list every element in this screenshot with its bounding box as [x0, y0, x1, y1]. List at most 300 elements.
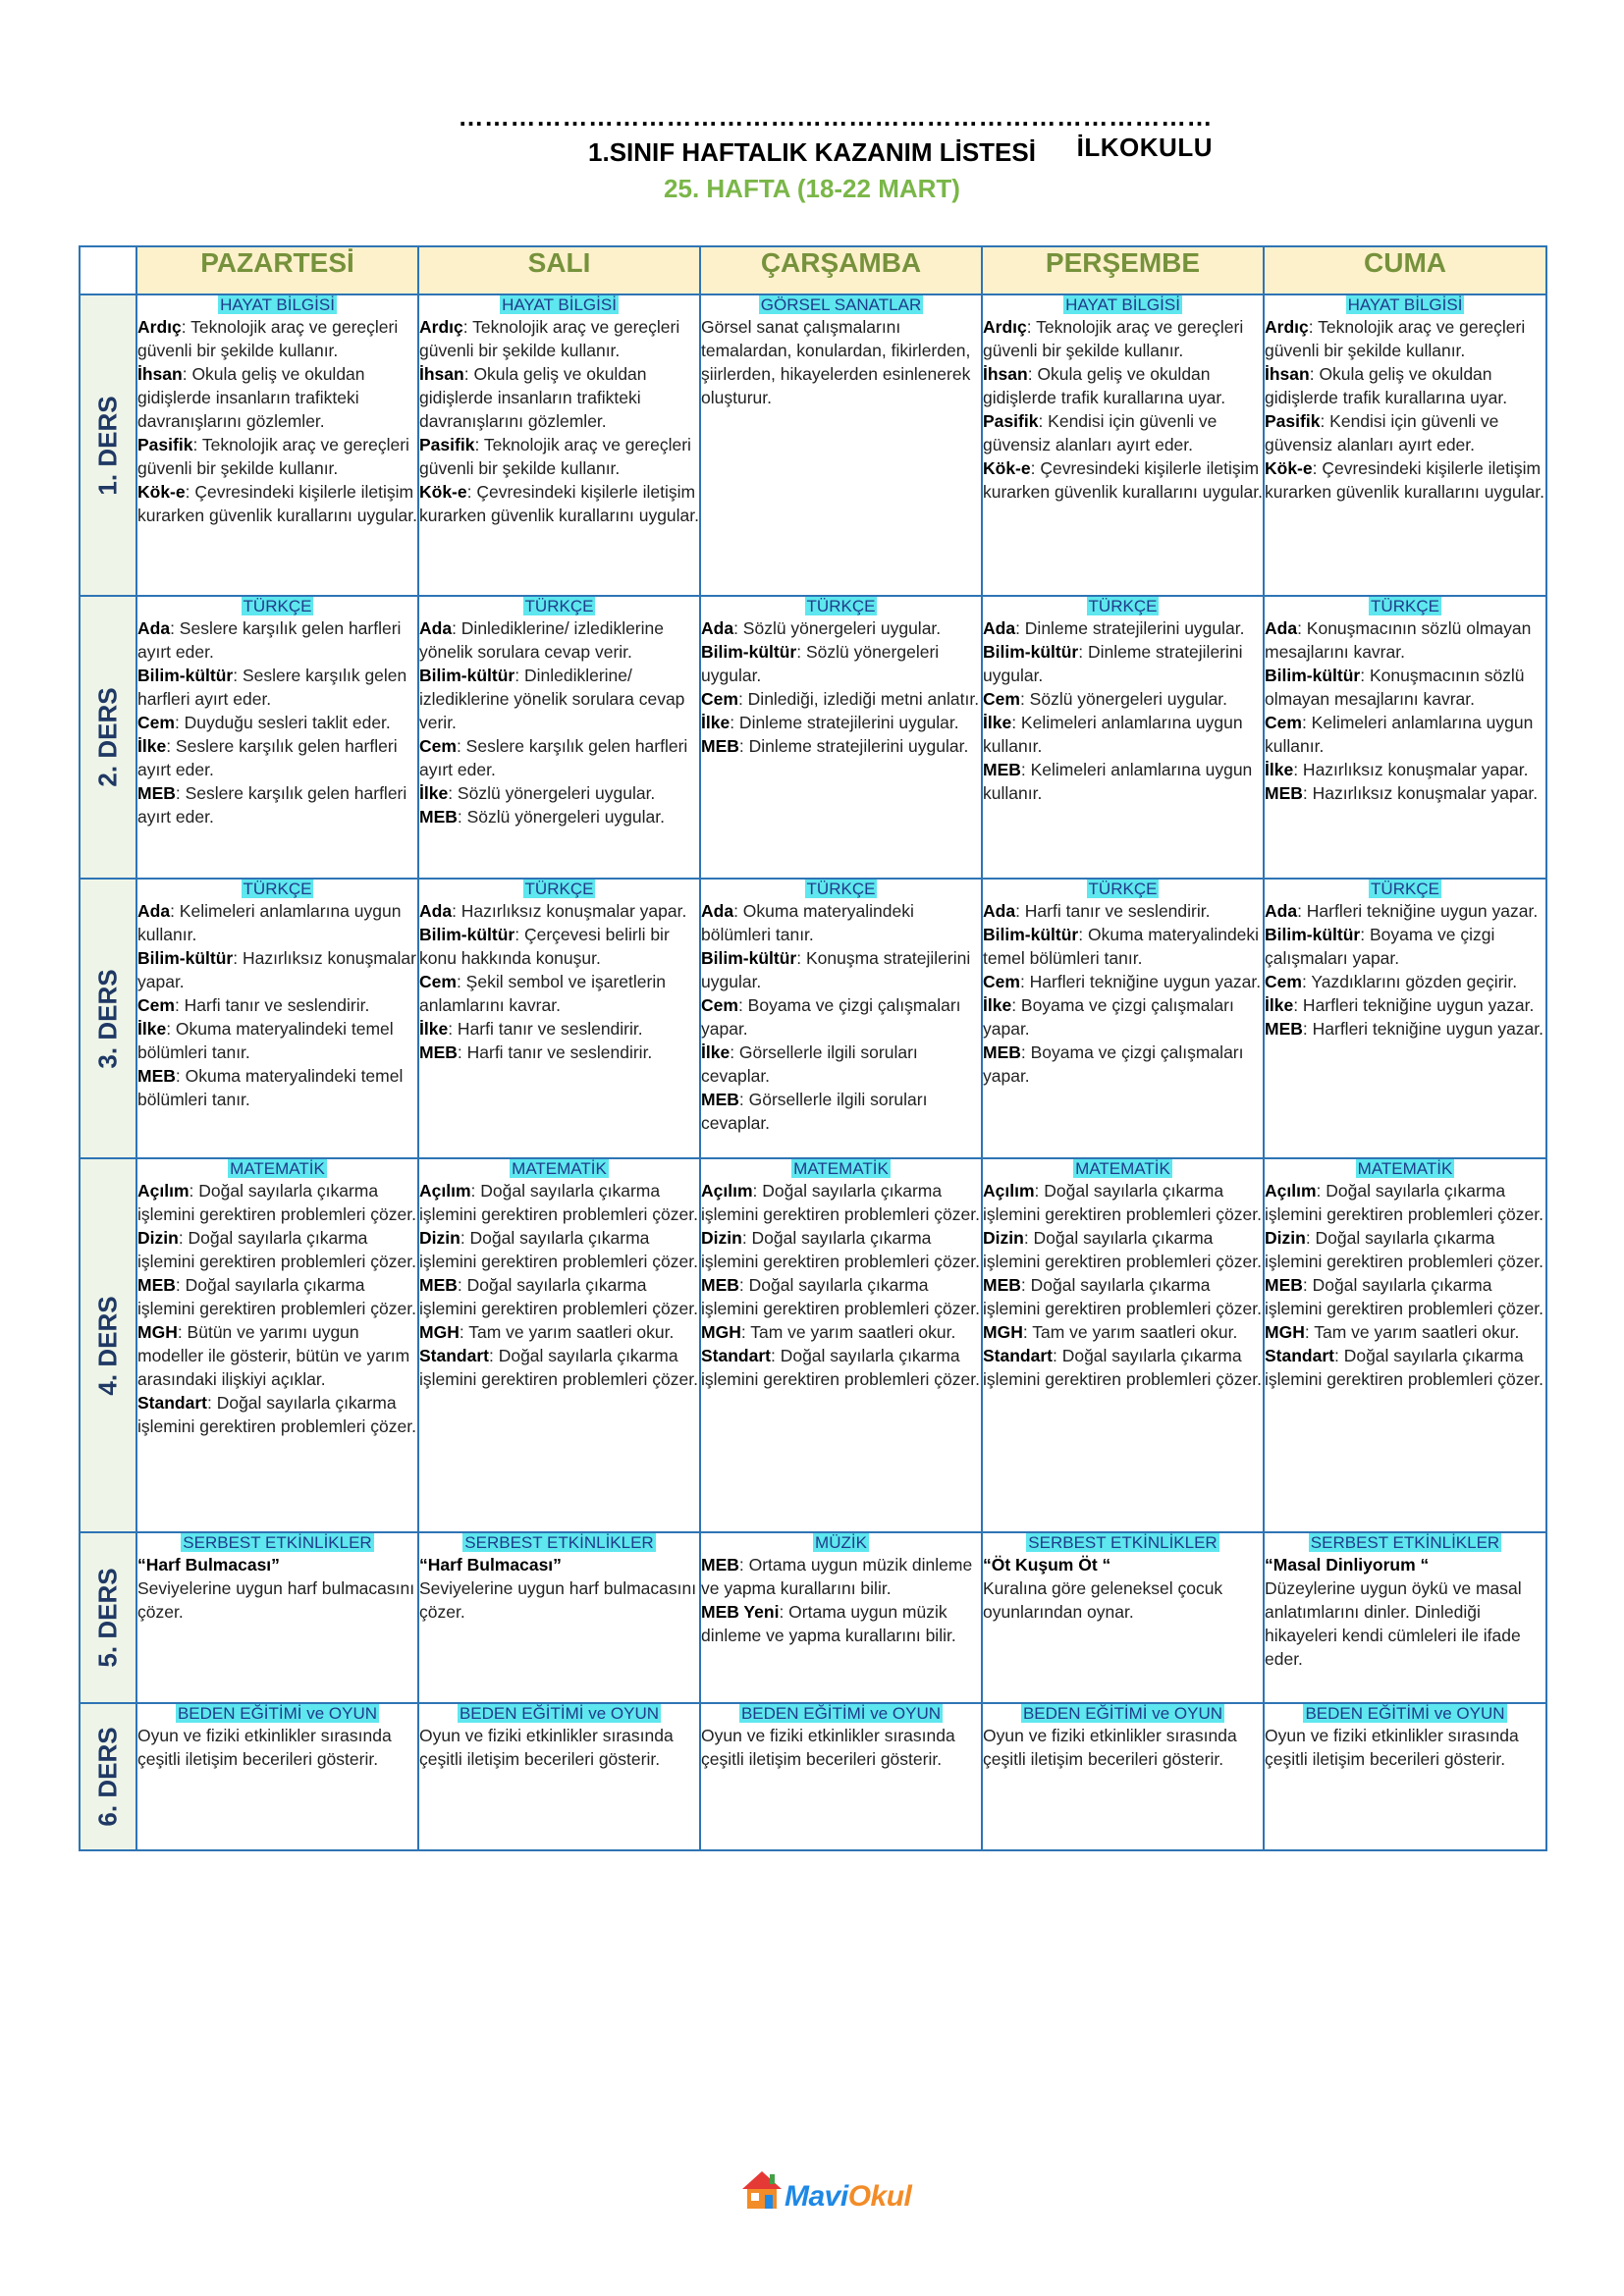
lesson-cell — [136, 596, 418, 879]
publisher-name: Kök-e — [137, 482, 186, 502]
outcome-entry — [137, 1391, 417, 1438]
publisher-name: Açılım — [1265, 1181, 1317, 1201]
outcome-text: Oyun ve fiziki etkinlikler sırasında çeşitli iletişim becerileri gösterir. — [701, 1726, 955, 1769]
publisher-name: Standart — [983, 1346, 1053, 1365]
lesson-cell — [136, 294, 418, 596]
lesson-label: 5. DERS — [92, 1568, 123, 1668]
outcome-entry — [983, 923, 1263, 970]
outcome-text: : Kelimeleri anlamlarına uygun kullanır. — [983, 760, 1253, 803]
publisher-name: MEB — [137, 1066, 176, 1086]
lesson-cell — [418, 1703, 700, 1850]
outcome-text: : Dinlediklerine/ izlediklerine yönelik sorulara cevap verir. — [419, 666, 685, 732]
outcome-entry — [701, 687, 981, 711]
outcome-entry — [983, 1344, 1263, 1391]
publisher-name: Ada — [1265, 618, 1298, 638]
publisher-name: “Masal Dinliyorum “ — [1265, 1555, 1430, 1575]
outcome-text: : Bütün ve yarımı uygun modeller ile gösterir, bütün ve yarım arasındaki ilişkiyi açıklar. — [137, 1322, 410, 1389]
subject-tag: TÜRKÇE — [1088, 597, 1158, 615]
outcome-text: : Doğal sayılarla çıkarma işlemini gerektiren problemleri çözer. — [701, 1346, 980, 1389]
lesson-cell — [136, 879, 418, 1158]
outcome-text: : Ortama uygun müzik dinleme ve yapma kurallarını bilir. — [701, 1555, 973, 1598]
publisher-name: Ada — [137, 618, 171, 638]
outcome-text: : Harfi tanır ve seslendirir. — [174, 995, 370, 1015]
outcome-text: : Tam ve yarım saatleri okur. — [459, 1322, 675, 1342]
publisher-name: Cem — [701, 995, 738, 1015]
publisher-name: Standart — [419, 1346, 489, 1365]
outcome-entry — [983, 1226, 1263, 1273]
outcome-text: Seviyelerine uygun harf bulmacasını çözer. — [137, 1578, 415, 1622]
outcome-text: : Ortama uygun müzik dinleme ve yapma kurallarını bilir. — [701, 1602, 956, 1645]
outcome-entry — [701, 899, 981, 946]
mavi-okul-logo — [739, 2168, 912, 2223]
outcome-text: : Doğal sayılarla çıkarma işlemini gerektiren problemleri çözer. — [983, 1181, 1262, 1224]
outcome-text: : Doğal sayılarla çıkarma işlemini gerektiren problemleri çözer. — [701, 1275, 980, 1318]
subject-tag: TÜRKÇE — [243, 880, 312, 898]
subject-tag: SERBEST ETKİNLİKLER — [183, 1533, 372, 1552]
publisher-name: İlke — [983, 995, 1012, 1015]
outcome-entry — [137, 711, 417, 734]
outcome-entry — [137, 1273, 417, 1320]
subject-tag: MÜZİK — [815, 1533, 867, 1552]
publisher-name: MEB — [701, 1090, 739, 1109]
publisher-name: MEB — [1265, 1019, 1303, 1039]
lesson-cell — [1264, 1703, 1546, 1850]
subject-tag: TÜRKÇE — [524, 597, 594, 615]
publisher-name: Cem — [1265, 713, 1302, 732]
publisher-name: Bilim-kültür — [983, 925, 1079, 944]
outcome-entry — [1265, 993, 1545, 1017]
lesson-cell — [700, 1532, 982, 1703]
outcome-entry — [701, 1724, 981, 1771]
publisher-name: MGH — [419, 1322, 460, 1342]
logo-text — [785, 2180, 911, 2214]
outcome-text: : Teknolojik araç ve gereçleri güvenli bir şekilde kullanır. — [419, 435, 691, 478]
outcome-entry — [701, 711, 981, 734]
subject-tag: BEDEN EĞİTİMİ ve OYUN — [1022, 1704, 1223, 1723]
day-header: SALI — [418, 246, 700, 294]
outcome-text: : Doğal sayılarla çıkarma işlemini gerektiren problemleri çözer. — [419, 1181, 698, 1224]
outcome-entry — [1265, 456, 1545, 504]
publisher-name: Pasifik — [137, 435, 193, 454]
outcome-text: : Boyama ve çizgi çalışmaları yapar. — [1265, 925, 1495, 968]
publisher-name: Ardıç — [1265, 317, 1309, 337]
publisher-name: Ada — [983, 901, 1016, 921]
publisher-name: Açılım — [701, 1181, 753, 1201]
publisher-name: MEB — [983, 1042, 1021, 1062]
publisher-name: Cem — [983, 972, 1020, 991]
publisher-name: Cem — [419, 736, 457, 756]
publisher-name: Pasifik — [983, 411, 1039, 431]
outcome-entry — [419, 1553, 699, 1576]
publisher-name: İlke — [137, 1019, 167, 1039]
outcome-text: : Konuşmacının sözlü olmayan mesajlarını kavrar. — [1265, 618, 1532, 662]
subject-tag: BEDEN EĞİTİMİ ve OYUN — [740, 1704, 942, 1723]
lesson-cell — [1264, 596, 1546, 879]
outcome-text: : Harfleri tekniğine uygun yazar. — [1019, 972, 1262, 991]
outcome-text: : Çevresindeki kişilerle iletişim kurarken güvenlik kurallarını uygular. — [1265, 458, 1545, 502]
publisher-name: Bilim-kültür — [137, 948, 234, 968]
outcome-entry — [983, 899, 1263, 923]
subject-tag: TÜRKÇE — [524, 880, 594, 898]
publisher-name: Standart — [701, 1346, 771, 1365]
outcome-text: : Okula geliş ve okuldan gidişlerde insanların trafikteki davranışlarını gözlemler. — [137, 364, 365, 431]
day-header: ÇARŞAMBA — [700, 246, 982, 294]
publisher-name: Ada — [701, 901, 734, 921]
publisher-name: Bilim-kültür — [1265, 666, 1361, 685]
lesson-cell — [1264, 879, 1546, 1158]
outcome-entry — [701, 616, 981, 640]
subject-tag: SERBEST ETKİNLİKLER — [1310, 1533, 1500, 1552]
outcome-entry — [983, 993, 1263, 1041]
publisher-name: MEB — [419, 1275, 458, 1295]
outcome-entry — [701, 946, 981, 993]
outcome-entry — [701, 1600, 981, 1647]
publisher-name: İhsan — [419, 364, 464, 384]
outcome-entry — [419, 734, 699, 781]
outcome-text: : Okuma materyalindeki temel bölümleri tanır. — [137, 1066, 404, 1109]
outcome-entry — [983, 1179, 1263, 1226]
outcome-entry — [1265, 711, 1545, 758]
outcome-entry — [419, 433, 699, 480]
outcome-text: : Duyduğu sesleri taklit eder. — [174, 713, 391, 732]
outcome-text: : Kendisi için güvenli ve güvensiz alanları ayırt eder. — [983, 411, 1218, 454]
lesson-cell — [418, 596, 700, 879]
outcome-text: Seviyelerine uygun harf bulmacasını çözer. — [419, 1578, 697, 1622]
house-icon — [739, 2168, 785, 2214]
outcome-text: : Dinleme stratejilerini uygular. — [1015, 618, 1245, 638]
outcome-text: : Yazdıklarını gözden geçirir. — [1301, 972, 1518, 991]
publisher-name: Standart — [1265, 1346, 1334, 1365]
outcome-entry — [701, 1273, 981, 1320]
publisher-name: Ada — [1265, 901, 1298, 921]
lesson-cell — [136, 1703, 418, 1850]
outcome-text: : Doğal sayılarla çıkarma işlemini gerektiren problemleri çözer. — [419, 1275, 698, 1318]
publisher-name: Cem — [983, 689, 1020, 709]
outcome-text: : Kelimeleri anlamlarına uygun kullanır. — [137, 901, 402, 944]
lesson-row — [80, 596, 1546, 879]
publisher-name: Bilim-kültür — [701, 948, 797, 968]
publisher-name: İhsan — [1265, 364, 1310, 384]
outcome-text: : Doğal sayılarla çıkarma işlemini gerektiren problemleri çözer. — [137, 1393, 416, 1436]
outcome-entry — [983, 640, 1263, 687]
subject-tag: HAYAT BİLGİSİ — [1347, 295, 1463, 314]
outcome-text: : Tam ve yarım saatleri okur. — [1304, 1322, 1520, 1342]
subject-tag: TÜRKÇE — [1371, 880, 1439, 898]
outcome-entry — [983, 1724, 1263, 1771]
lesson-row — [80, 1158, 1546, 1532]
outcome-entry — [137, 1064, 417, 1111]
outcome-entry — [419, 970, 699, 1017]
publisher-name: Ada — [419, 618, 453, 638]
outcome-entry — [419, 781, 699, 805]
school-name: …………………………………………………………………………… İLKOKULU — [458, 102, 1213, 162]
publisher-name: İlke — [1265, 760, 1294, 779]
outcome-entry — [701, 640, 981, 687]
outcome-text: : Dinleme stratejilerini uygular. — [983, 642, 1243, 685]
subject-tag: TÜRKÇE — [806, 597, 876, 615]
lesson-label: 1. DERS — [92, 395, 123, 496]
outcome-text: : Doğal sayılarla çıkarma işlemini gerektiren problemleri çözer. — [1265, 1275, 1543, 1318]
outcome-text: : Okuma materyalindeki temel bölümleri tanır. — [137, 1019, 394, 1062]
outcome-entry — [701, 1088, 981, 1135]
outcome-text: Kuralına göre geleneksel çocuk oyunlarından oynar. — [983, 1578, 1223, 1622]
outcome-entry — [1265, 315, 1545, 362]
outcome-entry — [137, 781, 417, 828]
outcome-entry — [1265, 1553, 1545, 1576]
outcome-entry — [419, 899, 699, 923]
outcome-entry — [1265, 781, 1545, 805]
publisher-name: Kök-e — [983, 458, 1031, 478]
outcome-text: : Seslere karşılık gelen harfleri ayırt eder. — [137, 736, 398, 779]
lesson-cell — [418, 1532, 700, 1703]
outcome-entry — [983, 315, 1263, 362]
outcome-text: : Çevresindeki kişilerle iletişim kurarken güvenlik kurallarını uygular. — [983, 458, 1264, 502]
outcome-text: : Harfleri tekniğine uygun yazar. — [1302, 1019, 1544, 1039]
outcome-text: : Tam ve yarım saatleri okur. — [1022, 1322, 1238, 1342]
outcome-text: : Doğal sayılarla çıkarma işlemini gerektiren problemleri çözer. — [137, 1181, 416, 1224]
outcome-entry — [983, 758, 1263, 805]
publisher-name: Ardıç — [419, 317, 463, 337]
outcome-entry — [1265, 1344, 1545, 1391]
outcome-entry — [137, 362, 417, 433]
outcome-entry — [701, 315, 981, 409]
publisher-name: Dizin — [983, 1228, 1024, 1248]
subject-tag: MATEMATİK — [1357, 1159, 1453, 1178]
lesson-cell — [1264, 1532, 1546, 1703]
publisher-name: İlke — [1265, 995, 1294, 1015]
logo-text-okul: Okul — [847, 2180, 912, 2213]
outcome-text: : Görsellerle ilgili soruları cevaplar. — [701, 1042, 918, 1086]
publisher-name: MEB — [419, 1042, 458, 1062]
publisher-name: Bilim-kültür — [1265, 925, 1361, 944]
outcome-text: : Seslere karşılık gelen harfleri ayırt eder. — [419, 736, 688, 779]
lesson-cell — [982, 596, 1264, 879]
outcome-entry — [983, 711, 1263, 758]
page-title: 1.SINIF HAFTALIK KAZANIM LİSTESİ — [588, 137, 1036, 167]
lesson-cell — [1264, 294, 1546, 596]
publisher-name: Açılım — [983, 1181, 1035, 1201]
outcome-entry — [419, 1344, 699, 1391]
outcome-entry — [983, 970, 1263, 993]
outcome-text: : Tam ve yarım saatleri okur. — [740, 1322, 956, 1342]
publisher-name: MEB — [137, 783, 176, 803]
outcome-text: : Sözlü yönergeleri uygular. — [733, 618, 942, 638]
outcome-text: Görsel sanat çalışmalarını temalardan, konulardan, fikirlerden, şiirlerden, hikayelerden esinlenerek oluşturur. — [701, 317, 971, 407]
outcome-text: : Seslere karşılık gelen harfleri ayırt eder. — [137, 618, 402, 662]
subject-tag: BEDEN EĞİTİMİ ve OYUN — [177, 1704, 378, 1723]
publisher-name: MEB Yeni — [701, 1602, 780, 1622]
outcome-text: : Teknolojik araç ve gereçleri güvenli bir şekilde kullanır. — [1265, 317, 1526, 360]
publisher-name: İhsan — [137, 364, 183, 384]
subject-tag: GÖRSEL SANATLAR — [760, 295, 922, 314]
outcome-entry — [1265, 1179, 1545, 1226]
outcome-text: : Doğal sayılarla çıkarma işlemini gerektiren problemleri çözer. — [1265, 1181, 1543, 1224]
publisher-name: Ada — [701, 618, 734, 638]
publisher-name: Kök-e — [419, 482, 467, 502]
outcome-entry — [983, 1576, 1263, 1624]
lesson-label: 2. DERS — [92, 687, 123, 787]
outcome-entry — [1265, 362, 1545, 409]
lesson-row — [80, 1703, 1546, 1850]
outcome-text: : Harfi tanır ve seslendirir. — [1015, 901, 1211, 921]
lesson-label: 4. DERS — [92, 1295, 123, 1396]
publisher-name: İlke — [419, 1019, 449, 1039]
publisher-name: Dizin — [701, 1228, 742, 1248]
lesson-cell — [136, 1532, 418, 1703]
outcome-text: : Okula geliş ve okuldan gidişlerde insanların trafikteki davranışlarını gözlemler. — [419, 364, 647, 431]
publisher-name: Bilim-kültür — [419, 925, 515, 944]
outcome-entry — [137, 1226, 417, 1273]
publisher-name: MGH — [701, 1322, 741, 1342]
subject-tag: HAYAT BİLGİSİ — [502, 295, 617, 314]
outcome-text: : Çevresindeki kişilerle iletişim kurarken güvenlik kurallarını uygular. — [137, 482, 418, 525]
outcome-text: : Doğal sayılarla çıkarma işlemini gerektiren problemleri çözer. — [983, 1275, 1262, 1318]
outcome-text: : Boyama ve çizgi çalışmaları yapar. — [701, 995, 961, 1039]
publisher-name: Ardıç — [983, 317, 1027, 337]
outcome-text: Oyun ve fiziki etkinlikler sırasında çeşitli iletişim becerileri gösterir. — [983, 1726, 1237, 1769]
subject-tag: TÜRKÇE — [806, 880, 876, 898]
outcome-entry — [701, 734, 981, 758]
publisher-name: MGH — [983, 1322, 1023, 1342]
outcome-entry — [983, 616, 1263, 640]
outcome-entry — [1265, 1576, 1545, 1671]
publisher-name: “Harf Bulmacası” — [419, 1555, 562, 1575]
outcome-entry — [419, 1724, 699, 1771]
publisher-name: İlke — [983, 713, 1012, 732]
publisher-name: “Harf Bulmacası” — [137, 1555, 280, 1575]
publisher-name: MEB — [1265, 783, 1303, 803]
outcome-entry — [137, 899, 417, 946]
outcome-entry — [137, 616, 417, 664]
outcome-text: : Çevresindeki kişilerle iletişim kurarken güvenlik kurallarını uygular. — [419, 482, 700, 525]
lesson-cell — [418, 1158, 700, 1532]
publisher-name: Bilim-kültür — [137, 666, 234, 685]
outcome-text: Oyun ve fiziki etkinlikler sırasında çeşitli iletişim becerileri gösterir. — [1265, 1726, 1519, 1769]
outcome-entry — [137, 946, 417, 993]
outcome-text: : Dinleme stratejilerini uygular. — [730, 713, 959, 732]
outcome-entry — [419, 616, 699, 664]
outcome-text: : Okuma materyalindeki bölümleri tanır. — [701, 901, 914, 944]
outcome-entry — [419, 1017, 699, 1041]
day-header: PERŞEMBE — [982, 246, 1264, 294]
publisher-name: Pasifik — [1265, 411, 1321, 431]
outcome-entry — [419, 362, 699, 433]
outcome-entry — [1265, 1273, 1545, 1320]
outcome-entry — [419, 315, 699, 362]
outcome-text: : Teknolojik araç ve gereçleri güvenli bir şekilde kullanır. — [137, 317, 399, 360]
outcome-text: : Konuşma stratejilerini uygular. — [701, 948, 971, 991]
outcome-text: : Hazırlıksız konuşmalar yapar. — [452, 901, 687, 921]
outcome-entry — [419, 1273, 699, 1320]
outcome-entry — [137, 433, 417, 480]
outcome-text: : Doğal sayılarla çıkarma işlemini gerektiren problemleri çözer. — [983, 1346, 1262, 1389]
outcome-text: : Doğal sayılarla çıkarma işlemini gerektiren problemleri çözer. — [701, 1181, 980, 1224]
publisher-name: MEB — [419, 807, 458, 827]
publisher-name: Bilim-kültür — [983, 642, 1079, 662]
subject-tag: MATEMATİK — [1075, 1159, 1170, 1178]
outcome-entry — [1265, 899, 1545, 923]
outcome-entry — [419, 1576, 699, 1624]
subject-tag: TÜRKÇE — [1088, 880, 1158, 898]
outcome-text: : Kendisi için güvenli ve güvensiz alanları ayırt eder. — [1265, 411, 1499, 454]
outcome-entry — [983, 687, 1263, 711]
outcome-entry — [137, 1179, 417, 1226]
lesson-label-cell — [80, 879, 136, 1158]
outcome-entry — [983, 1273, 1263, 1320]
publisher-name: MEB — [1265, 1275, 1303, 1295]
outcome-entry — [137, 1553, 417, 1576]
outcome-entry — [1265, 970, 1545, 993]
outcome-entry — [137, 1320, 417, 1391]
lesson-label-cell — [80, 596, 136, 879]
subject-tag: MATEMATİK — [512, 1159, 607, 1178]
lesson-cell — [982, 879, 1264, 1158]
subject-tag: MATEMATİK — [230, 1159, 325, 1178]
publisher-name: İlke — [701, 713, 731, 732]
outcome-entry — [1265, 1724, 1545, 1771]
lesson-label-cell — [80, 1158, 136, 1532]
outcome-entry — [701, 1320, 981, 1344]
outcome-entry — [419, 1226, 699, 1273]
publisher-name: Cem — [701, 689, 738, 709]
publisher-name: Cem — [419, 972, 457, 991]
subject-tag: MATEMATİK — [793, 1159, 889, 1178]
outcome-entry — [983, 1553, 1263, 1576]
outcome-entry — [701, 1041, 981, 1088]
publisher-name: Bilim-kültür — [419, 666, 515, 685]
lesson-label-cell — [80, 1532, 136, 1703]
outcome-text: : Sözlü yönergeleri uygular. — [1019, 689, 1228, 709]
publisher-name: İlke — [701, 1042, 731, 1062]
subject-tag: SERBEST ETKİNLİKLER — [1028, 1533, 1218, 1552]
lesson-cell — [700, 1158, 982, 1532]
outcome-entry — [983, 1041, 1263, 1088]
outcome-entry — [1265, 1226, 1545, 1273]
lesson-label: 6. DERS — [92, 1727, 123, 1827]
publisher-name: İhsan — [983, 364, 1028, 384]
outcome-text: : Harfi tanır ve seslendirir. — [457, 1042, 653, 1062]
publisher-name: Standart — [137, 1393, 207, 1413]
outcome-text: : Harfleri tekniğine uygun yazar. — [1297, 901, 1539, 921]
outcome-text: : Hazırlıksız konuşmalar yapar. — [137, 948, 416, 991]
publisher-name: Dizin — [419, 1228, 460, 1248]
day-header: CUMA — [1264, 246, 1546, 294]
outcome-text: : Doğal sayılarla çıkarma işlemini gerektiren problemleri çözer. — [983, 1228, 1262, 1271]
outcome-text: : Dinlediklerine/ izlediklerine yönelik sorulara cevap verir. — [419, 618, 664, 662]
outcome-text: : Doğal sayılarla çıkarma işlemini gerektiren problemleri çözer. — [137, 1228, 416, 1271]
outcome-entry — [137, 734, 417, 781]
outcome-text: : Kelimeleri anlamlarına uygun kullanır. — [1265, 713, 1534, 756]
outcome-entry — [983, 456, 1263, 504]
publisher-name: MEB — [701, 736, 739, 756]
lesson-cell — [700, 879, 982, 1158]
publisher-name: Dizin — [137, 1228, 179, 1248]
outcome-entry — [419, 480, 699, 527]
outcome-text: : Harfi tanır ve seslendirir. — [448, 1019, 643, 1039]
outcome-entry — [419, 1179, 699, 1226]
lesson-cell — [136, 1158, 418, 1532]
outcome-text: : Harfleri tekniğine uygun yazar. — [1293, 995, 1535, 1015]
outcome-entry — [701, 1179, 981, 1226]
publisher-name: Ada — [983, 618, 1016, 638]
outcome-entry — [701, 1226, 981, 1273]
outcome-entry — [137, 1724, 417, 1771]
publisher-name: Açılım — [419, 1181, 471, 1201]
outcome-entry — [701, 1344, 981, 1391]
outcome-entry — [1265, 1320, 1545, 1344]
publisher-name: Cem — [137, 713, 175, 732]
lesson-label: 3. DERS — [92, 968, 123, 1069]
